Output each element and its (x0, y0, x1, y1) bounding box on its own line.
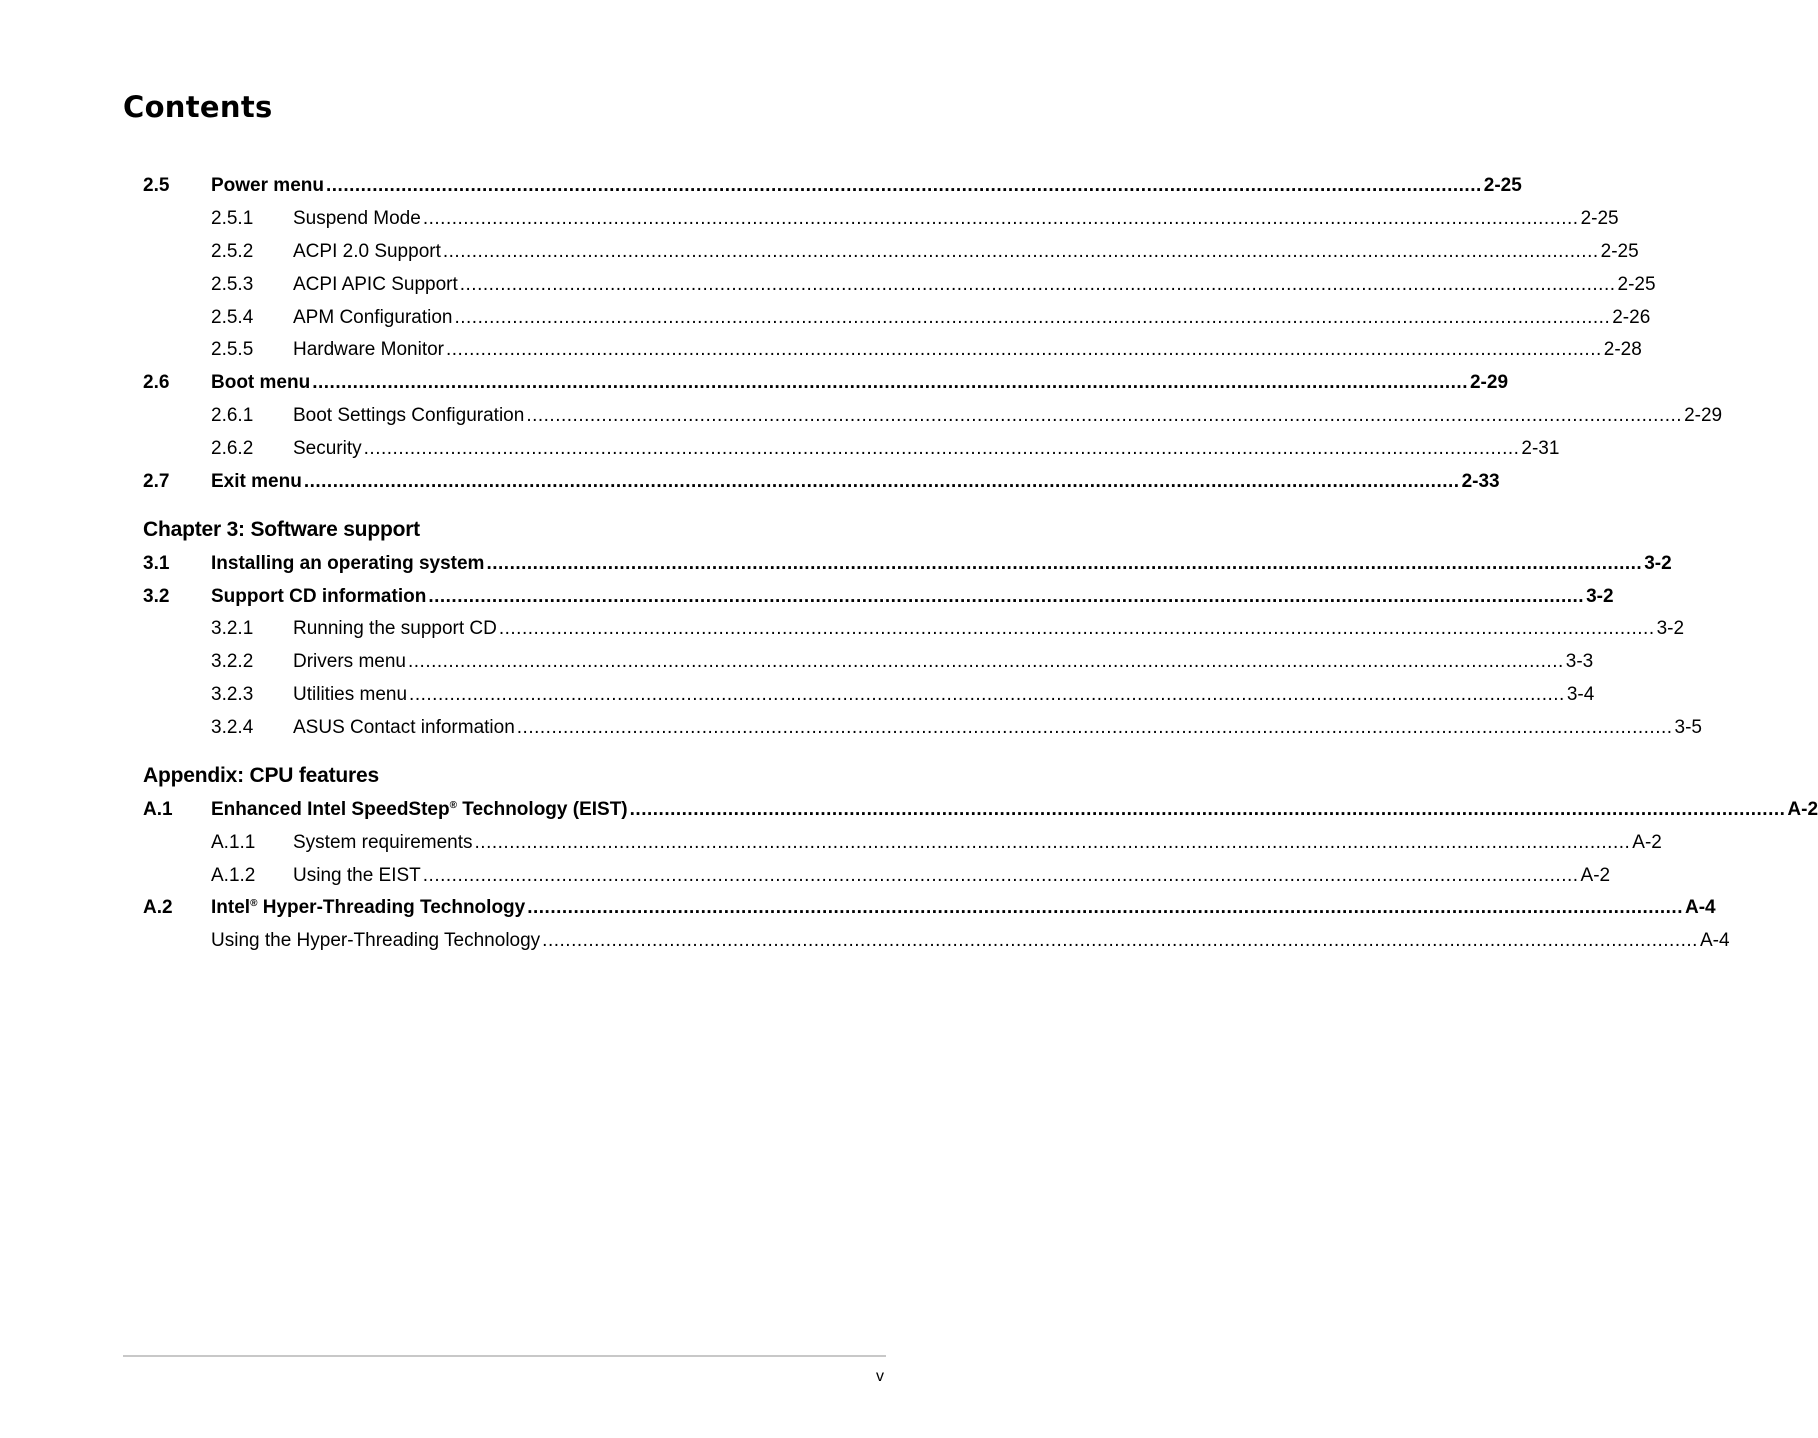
page-number: v (876, 1368, 884, 1385)
toc-entry[interactable] (143, 240, 1639, 264)
toc-entry-label: Suspend Mode (293, 208, 421, 229)
toc-entry[interactable] (143, 174, 1522, 198)
toc-entry-label: Utilities menu (293, 684, 408, 705)
toc-page-number: 2-25 (1617, 274, 1656, 295)
toc-page-number: A-2 (1580, 865, 1611, 886)
toc-entry-label: Enhanced Intel SpeedStep® Technology (EIST) (211, 799, 628, 820)
toc-entry[interactable] (143, 716, 1702, 740)
toc-entry[interactable] (143, 273, 1656, 297)
toc-page-number: 3-2 (1656, 618, 1685, 639)
toc-entry-label: Boot Settings Configuration (293, 405, 525, 426)
toc-entry-label: Security (293, 438, 362, 459)
toc-section-number: 2.6.2 (211, 438, 254, 459)
toc-entry-label: ACPI 2.0 Support (293, 241, 441, 262)
toc-section-number: 2.6 (143, 372, 170, 393)
toc-entry[interactable] (143, 864, 1611, 888)
toc-entry-label: Support CD information (211, 586, 427, 607)
toc-entry-label: Using the Hyper-Threading Technology (211, 930, 541, 951)
toc-section-number: 2.6.1 (211, 405, 254, 426)
toc-section-number: 3.1 (143, 553, 170, 574)
toc-section-number: A.2 (143, 897, 173, 918)
toc-section-number: 3.2.2 (211, 651, 254, 672)
toc-entry[interactable] (143, 207, 1619, 231)
dot-leader: ........................................................................................................................................................................................................ (409, 684, 1565, 705)
toc-section-number: 3.2.4 (211, 717, 254, 738)
registered-mark: ® (250, 898, 258, 909)
toc-entry-label: ACPI APIC Support (293, 274, 458, 295)
toc-entry[interactable] (143, 404, 1723, 428)
toc-section-number: 2.5.1 (211, 208, 254, 229)
toc-section-number: 3.2 (143, 586, 170, 607)
toc-page-number: 3-5 (1674, 717, 1702, 738)
toc-entry-label: Exit menu (211, 471, 302, 492)
chapter-heading: Appendix: CPU features (143, 764, 379, 787)
toc-entry[interactable] (143, 552, 1672, 576)
toc-page-number: A-2 (1632, 832, 1662, 853)
dot-leader: ........................................................................................................................................................................................................ (629, 799, 1786, 820)
toc-entry[interactable] (143, 437, 1560, 461)
toc-page-number: 2-25 (1580, 208, 1619, 229)
toc-entry[interactable] (143, 371, 1509, 395)
dot-leader: ........................................................................................................................................................................................................ (526, 405, 1683, 426)
toc-page-number: 2-31 (1521, 438, 1560, 459)
dot-leader: ........................................................................................................................................................................................................ (325, 175, 1482, 196)
toc-section-number: 3.2.1 (211, 618, 254, 639)
dot-leader: ........................................................................................................................................................................................................ (428, 586, 1585, 607)
toc-page-number: 2-25 (1483, 175, 1522, 196)
toc-page-number: 3-3 (1565, 651, 1594, 672)
toc-page-number: A-2 (1787, 799, 1818, 820)
dot-leader: ........................................................................................................................................................................................................ (303, 471, 1460, 492)
toc-section-number: 2.5.2 (211, 241, 254, 262)
dot-leader: ........................................................................................................................................................................................................ (446, 339, 1602, 360)
dot-leader: ........................................................................................................................................................................................................ (516, 717, 1673, 738)
dot-leader: ........................................................................................................................................................................................................ (459, 274, 1616, 295)
dot-leader: ........................................................................................................................................................................................................ (542, 930, 1698, 951)
toc-entry-label: Running the support CD (293, 618, 497, 639)
toc-entry[interactable] (143, 683, 1595, 707)
toc-section-number: 3.2.3 (211, 684, 254, 705)
dot-leader: ........................................................................................................................................................................................................ (312, 372, 1468, 393)
toc-page-number: 2-29 (1684, 405, 1723, 426)
toc-entry[interactable] (143, 306, 1651, 330)
toc-section-number: 2.7 (143, 471, 170, 492)
dot-leader: ........................................................................................................................................................................................................ (442, 241, 1599, 262)
dot-leader: ........................................................................................................................................................................................................ (422, 865, 1579, 886)
footer-divider (123, 1355, 886, 1357)
toc-entry-label: Drivers menu (293, 651, 406, 672)
toc-entry-label: ASUS Contact information (293, 717, 515, 738)
toc-section-number: 2.5.4 (211, 307, 254, 328)
toc-entry-label: APM Configuration (293, 307, 453, 328)
toc-entry[interactable] (143, 470, 1500, 494)
dot-leader: ........................................................................................................................................................................................................ (454, 307, 1611, 328)
toc-entry-label: Using the EIST (293, 865, 421, 886)
dot-leader: ........................................................................................................................................................................................................ (407, 651, 1564, 672)
toc-entry[interactable] (143, 650, 1594, 674)
page-title: Contents (123, 90, 273, 124)
toc-entry-label: Power menu (211, 175, 324, 196)
toc-section-number: 2.5 (143, 175, 170, 196)
toc-section-number: A.1.1 (211, 832, 256, 853)
toc-page-number: 2-29 (1469, 372, 1509, 393)
dot-leader: ........................................................................................................................................................................................................ (498, 618, 1655, 639)
toc-entry-label: Intel® Hyper-Threading Technology (211, 897, 526, 918)
toc-entry-label: Boot menu (211, 372, 311, 393)
toc-page-number: 3-2 (1586, 586, 1614, 607)
toc-entry-label: Installing an operating system (211, 553, 485, 574)
toc-entry[interactable] (143, 831, 1662, 855)
toc-page-number: A-4 (1684, 897, 1716, 918)
toc-section-number: A.1.2 (211, 865, 256, 886)
dot-leader: ........................................................................................................................................................................................................ (527, 897, 1683, 918)
toc-entry[interactable] (143, 338, 1642, 362)
chapter-heading: Chapter 3: Software support (143, 518, 420, 541)
toc-entry[interactable] (143, 585, 1614, 609)
toc-page-number: 2-33 (1461, 471, 1500, 492)
toc-page-number: 2-28 (1603, 339, 1642, 360)
toc-section-number: 2.5.3 (211, 274, 254, 295)
toc-page-number: 3-4 (1566, 684, 1595, 705)
toc-entry-label: Hardware Monitor (293, 339, 444, 360)
toc-page-number: A-4 (1699, 930, 1730, 951)
registered-mark: ® (449, 800, 457, 811)
toc-entry-label: System requirements (293, 832, 473, 853)
toc-entry[interactable] (143, 617, 1685, 641)
dot-leader: ........................................................................................................................................................................................................ (486, 553, 1643, 574)
toc-entry[interactable] (143, 896, 1716, 920)
dot-leader: ........................................................................................................................................................................................................ (363, 438, 1520, 459)
toc-page-number: 3-2 (1644, 553, 1672, 574)
toc-section-number: A.1 (143, 799, 173, 820)
dot-leader: ........................................................................................................................................................................................................ (474, 832, 1631, 853)
dot-leader: ........................................................................................................................................................................................................ (422, 208, 1579, 229)
toc-section-number: 2.5.5 (211, 339, 254, 360)
toc-page-number: 2-25 (1600, 241, 1639, 262)
toc-entry[interactable] (143, 798, 1818, 822)
toc-entry[interactable] (143, 929, 1730, 953)
toc-page-number: 2-26 (1612, 307, 1651, 328)
